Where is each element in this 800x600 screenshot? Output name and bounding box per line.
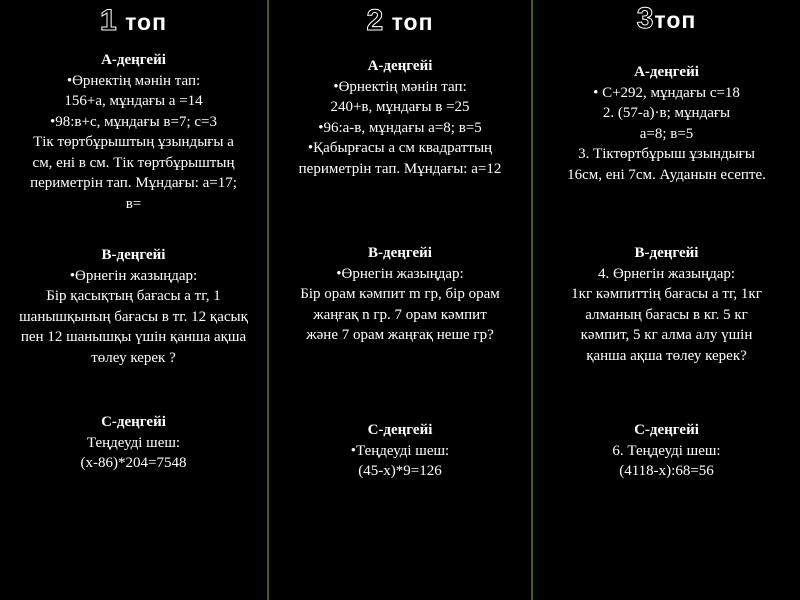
group-3-number: 3 (636, 2, 655, 35)
task-line: •Өрнегін жазыңдар: (69, 267, 198, 284)
group-2-level-c (269, 420, 531, 482)
level-b-title: В-деңгейі (101, 247, 166, 263)
task-line: (х-86)*204=7548 (80, 455, 187, 471)
group-1-level-a (0, 50, 267, 214)
task-line: •Өрнегін жазыңдар: (336, 265, 464, 282)
group-1-label: топ (117, 9, 167, 35)
task-line: периметрін тап. Мұндағы: а=17; (30, 175, 237, 191)
task-line: см, ені в см. Тік төртбұрыштың (32, 154, 235, 171)
level-a-title: А-деңгейі (101, 52, 166, 68)
group-1-header (0, 4, 267, 38)
task-line: 2. (57-а)·в; мұндағы (602, 105, 731, 121)
task-line: 1кг кәмпиттің бағасы а тг, 1кг (571, 286, 762, 302)
task-line: жаңғақ n гр. 7 орам кәмпит (313, 306, 487, 323)
task-line: •98:в+с, мұндағы в=7; с=3 (50, 113, 217, 130)
task-line: •96:а-в, мұндағы а=8; в=5 (318, 119, 482, 136)
task-line: 6. Теңдеуді шеш: (612, 442, 721, 459)
level-b-title: В-деңгейі (634, 245, 699, 261)
group-3-level-a (533, 62, 800, 185)
task-line: 4. Өрнегін жазыңдар: (597, 265, 736, 282)
task-line: 3. Тіктөртбұрыш ұзындығы (578, 146, 755, 162)
task-line: пен 12 шанышқы үшін қанша ақша (20, 329, 247, 345)
level-a-title: А-деңгейі (634, 64, 699, 80)
task-line: периметрін тап. Мұндағы: а=12 (298, 160, 502, 177)
task-line: және 7 орам жаңғақ неше гр? (306, 327, 494, 343)
group-3-label: топ (654, 7, 697, 33)
group-3-level-b (533, 243, 800, 366)
group-3-header (533, 2, 800, 36)
task-line: төлеу керек ? (91, 349, 176, 366)
task-line: в= (125, 195, 142, 212)
level-a-title: А-деңгейі (367, 58, 433, 74)
task-line: •Өрнектің мәнін тап: (333, 78, 467, 95)
task-line: •Теңдеуді шеш: (350, 442, 450, 459)
group-1-column (0, 0, 267, 600)
task-line: кәмпит, 5 кг алма алу үшін (580, 327, 753, 343)
level-b-title: В-деңгейі (368, 245, 432, 261)
group-2-label: топ (384, 9, 434, 35)
group-1-level-b (0, 245, 267, 368)
group-1-level-c (0, 412, 267, 474)
level-c-title: С-деңгейі (634, 422, 699, 438)
task-line: алманың бағасы в кг. 5 кг (585, 306, 748, 323)
group-2-header (269, 4, 531, 38)
task-line: а=8; в=5 (639, 125, 694, 142)
task-line: •Өрнектің мәнін тап: (66, 72, 201, 89)
group-2-number: 2 (366, 4, 385, 37)
group-2-column (269, 0, 531, 600)
task-line: (4118-х):68=56 (619, 463, 714, 479)
task-line: • С+292, мұндағы с=18 (593, 84, 740, 101)
task-line: шанышқының бағасы в тг. 12 қасық (19, 308, 248, 325)
task-line: Тік төртбұрыштың ұзындығы а (33, 134, 234, 150)
group-3-level-c (533, 420, 800, 482)
level-c-title: С-деңгейі (367, 422, 433, 438)
group-3-column (533, 0, 800, 600)
group-2-level-b (269, 243, 531, 346)
group-1-number: 1 (100, 4, 118, 37)
task-line: 156+а, мұндағы а =14 (64, 93, 203, 109)
task-line: 16см, ені 7см. Ауданын есепте. (567, 166, 766, 183)
level-c-title: С-деңгейі (101, 414, 166, 430)
task-line: •Қабырғасы а см квадраттың (307, 140, 493, 156)
task-line: (45-х)*9=126 (358, 463, 442, 479)
task-line: Бір орам кәмпит m гр, бір орам (300, 286, 500, 302)
task-line: 240+в, мұндағы в =25 (330, 99, 470, 115)
task-line: Бір қасықтың бағасы а тг, 1 (46, 288, 221, 304)
group-2-level-a (269, 56, 531, 179)
task-line: қанша ақша төлеу керек? (586, 347, 747, 364)
task-line: Теңдеуді шеш: (86, 434, 181, 451)
